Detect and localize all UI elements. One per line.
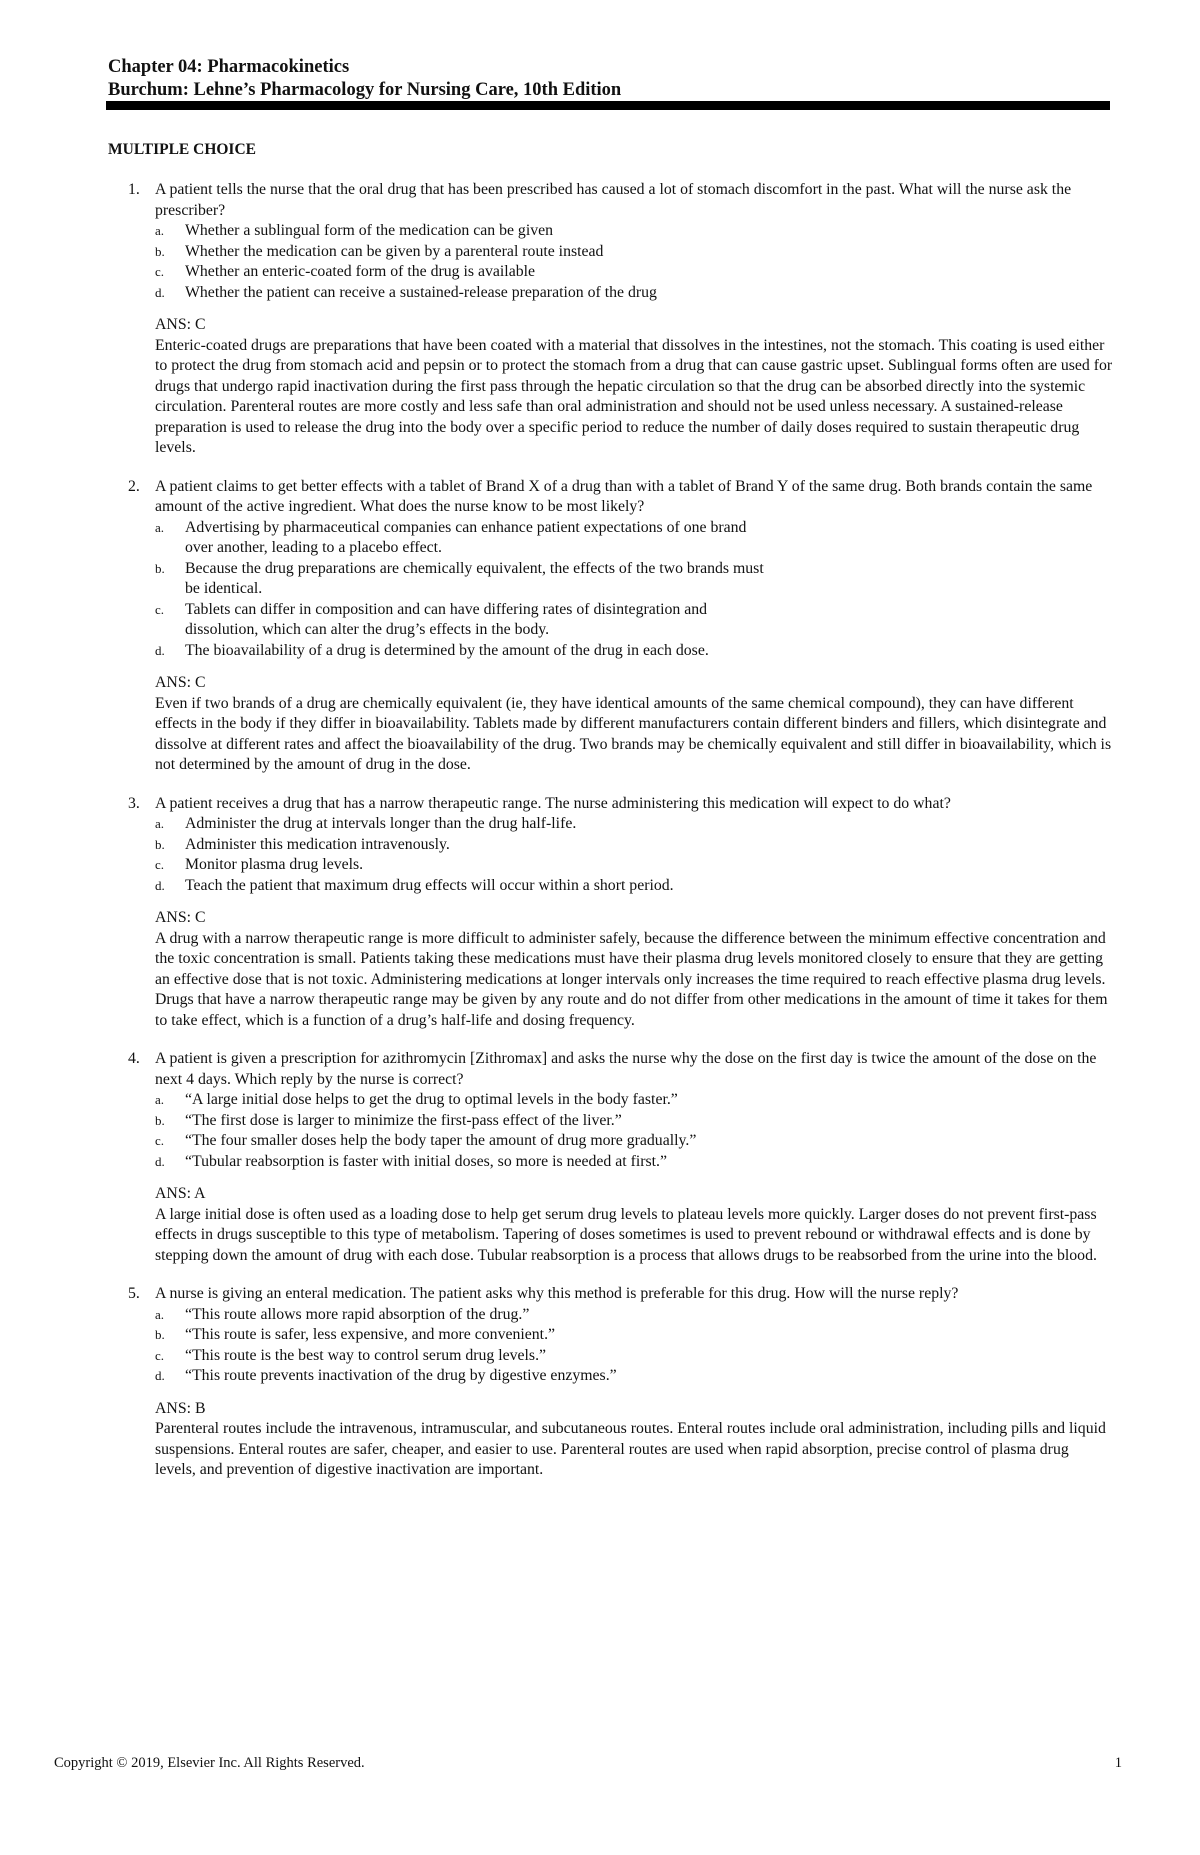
option-text: “The first dose is larger to minimize the first-pass effect of the liver.”: [185, 1111, 622, 1129]
option-a: [155, 1090, 1113, 1111]
option-letter: c.: [155, 1133, 165, 1148]
option-text: Whether the patient can receive a sustained-release preparation of the drug: [185, 283, 657, 301]
answer-key: ANS: C: [155, 316, 206, 333]
option-text: “This route is the best way to control serum drug levels.”: [185, 1346, 547, 1364]
header-rule: [106, 101, 1110, 110]
chapter-title: Chapter 04: Pharmacokinetics: [108, 57, 350, 77]
question-stem: A nurse is giving an enteral medication. The patient asks why this method is preferable for this drug. How will the nurse reply?: [155, 1285, 959, 1302]
option-a: [155, 221, 1113, 242]
question-stem: A patient tells the nurse that the oral drug that has been prescribed has caused a lot of stomach discomfort in the past. What will the nurse ask the prescriber?: [155, 181, 1072, 219]
option-text: Tablets can differ in composition and can have differing rates of disintegration and dissolution, which can alter the drug’s effects in the body.: [185, 600, 708, 638]
option-letter: a.: [155, 816, 165, 831]
option-text: “This route allows more rapid absorption of the drug.”: [185, 1305, 530, 1323]
question-number: 3.: [128, 794, 140, 812]
option-letter: c.: [155, 1347, 165, 1363]
option-text: Whether an enteric-coated form of the drug is available: [185, 263, 535, 280]
option-letter: c.: [155, 601, 165, 617]
option-list: [155, 518, 1113, 662]
option-d: [155, 876, 1113, 897]
answer-rationale: Parenteral routes include the intravenous, intramuscular, and subcutaneous routes. Enteral routes include oral administration, including pills and liquid suspensions. Enteral routes are safer, cheaper, and easier to use. Parenteral routes are used when rapid absorption, precise control of plasma drug levels, and prevention of digestive inactivation are important.: [155, 1420, 1106, 1478]
option-d: [155, 283, 1113, 304]
option-list: [155, 221, 1113, 303]
answer-rationale: A drug with a narrow therapeutic range is more difficult to administer safely, because the difference between the minimum effective concentration and the toxic concentration is small. Patients taking these medications must have their plasma drug levels monitored closely to ensure that they are getting an effective dose that is not toxic. Administering medications at longer intervals only increases the time required to reach effective plasma drug levels. Drugs that have a narrow therapeutic range may be given by any route and do not differ from other medications in the amount of time it takes for them to take effect, which is a function of a drug’s half-life and dosing frequency.: [155, 929, 1108, 1029]
question-3: [108, 794, 1113, 1032]
answer-rationale: Even if two brands of a drug are chemically equivalent (ie, they have identical amounts of the same chemical compound), they can have different effects in the body if they differ in bioavailability. Tablets made by different manufacturers contain different binders and fillers, which disintegrate and dissolve at different rates and affect the bioavailability of the drug. Two brands may be chemically equivalent and still differ in bioavailability, which is not determined by the amount of drug in the dose.: [155, 694, 1112, 773]
option-text: Because the drug preparations are chemically equivalent, the effects of the two brands must be identical.: [185, 559, 764, 597]
question-stem: A patient receives a drug that has a narrow therapeutic range. The nurse administering this medication will expect to do what?: [155, 794, 951, 812]
question-1: [108, 180, 1113, 459]
option-letter: b.: [155, 243, 165, 259]
question-4: [108, 1049, 1113, 1266]
option-letter: d.: [155, 1153, 165, 1169]
option-text: Whether a sublingual form of the medication can be given: [185, 222, 554, 239]
question-2: [108, 477, 1113, 776]
option-text: “A large initial dose helps to get the drug to optimal levels in the body faster.”: [185, 1091, 678, 1108]
option-letter: b.: [155, 1112, 165, 1128]
option-text: “Tubular reabsorption is faster with initial doses, so more is needed at first.”: [185, 1152, 667, 1170]
option-text: The bioavailability of a drug is determined by the amount of the drug in each dose.: [185, 641, 709, 659]
option-text: “This route is safer, less expensive, and more convenient.”: [185, 1326, 556, 1343]
answer-rationale: A large initial dose is often used as a loading dose to help get serum drug levels to plateau levels more quickly. Larger doses do not prevent first-pass effects in drugs susceptible to this type of metabolism. Tapering of doses sometimes is used to prevent rebound or withdrawal effects and is done by stepping down the amount of drug with each dose. Tubular reabsorption is a process that allows drugs to be reabsorbed from the urine into the blood.: [155, 1205, 1097, 1264]
option-text: Administer this medication intravenously.: [185, 835, 450, 853]
option-letter: d.: [155, 1368, 165, 1383]
page-header: [108, 56, 621, 102]
option-letter: a.: [155, 1306, 165, 1322]
option-c: [155, 1131, 1113, 1152]
copyright-notice: Copyright © 2019, Elsevier Inc. All Rights Reserved.: [54, 1755, 365, 1771]
option-letter: d.: [155, 284, 165, 300]
option-text: Advertising by pharmaceutical companies can enhance patient expectations of one brand over another, leading to a placebo effect.: [185, 518, 747, 556]
option-text: Administer the drug at intervals longer than the drug half-life.: [185, 815, 577, 832]
option-c: [155, 262, 1113, 283]
question-list: [108, 180, 1113, 1499]
option-a: [155, 814, 1113, 835]
section-title: MULTIPLE CHOICE: [108, 141, 256, 158]
option-a: [155, 518, 1113, 559]
option-letter: b.: [155, 836, 165, 852]
answer-key: ANS: C: [155, 674, 206, 691]
option-text: “This route prevents inactivation of the drug by digestive enzymes.”: [185, 1367, 617, 1384]
option-b: [155, 242, 1113, 263]
option-d: [155, 641, 1113, 662]
option-b: [155, 1325, 1113, 1346]
question-5: [108, 1284, 1113, 1481]
option-c: [155, 855, 1113, 876]
option-letter: a.: [155, 223, 165, 238]
question-stem: A patient is given a prescription for azithromycin [Zithromax] and asks the nurse why the dose on the first day is twice the amount of the dose on the next 4 days. Which reply by the nurse is correct?: [155, 1050, 1097, 1088]
book-title: Burchum: Lehne’s Pharmacology for Nursing Care, 10th Edition: [108, 80, 622, 100]
option-b: [155, 1111, 1113, 1132]
option-letter: a.: [155, 519, 165, 535]
option-a: [155, 1305, 1113, 1326]
answer-key: ANS: A: [155, 1185, 206, 1202]
option-list: [155, 1305, 1113, 1387]
question-number: 1.: [128, 181, 140, 198]
option-b: [155, 835, 1113, 856]
question-number: 2.: [128, 477, 140, 495]
option-text: Whether the medication can be given by a parenteral route instead: [185, 242, 604, 260]
question-number: 4.: [128, 1050, 140, 1067]
option-list: [155, 814, 1113, 896]
question-stem: A patient claims to get better effects with a tablet of Brand X of a drug than with a tablet of Brand Y of the same drug. Both brands contain the same amount of the active ingredient. What does the nurse know to be most likely?: [155, 477, 1093, 515]
answer-rationale: Enteric-coated drugs are preparations that have been coated with a material that dissolves in the intestines, not the stomach. This coating is used either to protect the drug from stomach acid and pepsin or to protect the stomach from a drug that can cause gastric upset. Sublingual forms often are used for drugs that undergo rapid inactivation during the first pass through the hepatic circulation so that the drug can be absorbed directly into the systemic circulation. Parenteral routes are more costly and less safe than oral administration and should not be used unless necessary. A sustained-release preparation is used to release the drug into the body over a specific period to reduce the number of daily doses required to sustain therapeutic drug levels.: [155, 336, 1113, 456]
page-number: 1: [1114, 1755, 1122, 1771]
answer-key: ANS: C: [155, 909, 206, 926]
option-list: [155, 1090, 1113, 1172]
option-text: Monitor plasma drug levels.: [185, 856, 364, 873]
option-letter: c.: [155, 264, 165, 279]
option-letter: d.: [155, 642, 165, 658]
question-number: 5.: [128, 1285, 140, 1302]
option-letter: a.: [155, 1092, 165, 1107]
page-footer: [54, 1755, 1122, 1772]
option-letter: c.: [155, 857, 165, 872]
option-d: [155, 1366, 1113, 1387]
option-letter: b.: [155, 560, 165, 576]
option-b: [155, 559, 1113, 600]
option-letter: d.: [155, 877, 165, 893]
option-text: “The four smaller doses help the body taper the amount of drug more gradually.”: [185, 1132, 697, 1149]
option-text: Teach the patient that maximum drug effects will occur within a short period.: [185, 876, 674, 894]
option-letter: b.: [155, 1327, 165, 1342]
option-d: [155, 1152, 1113, 1173]
answer-key: ANS: B: [155, 1399, 206, 1417]
option-c: [155, 600, 1113, 641]
option-c: [155, 1346, 1113, 1367]
